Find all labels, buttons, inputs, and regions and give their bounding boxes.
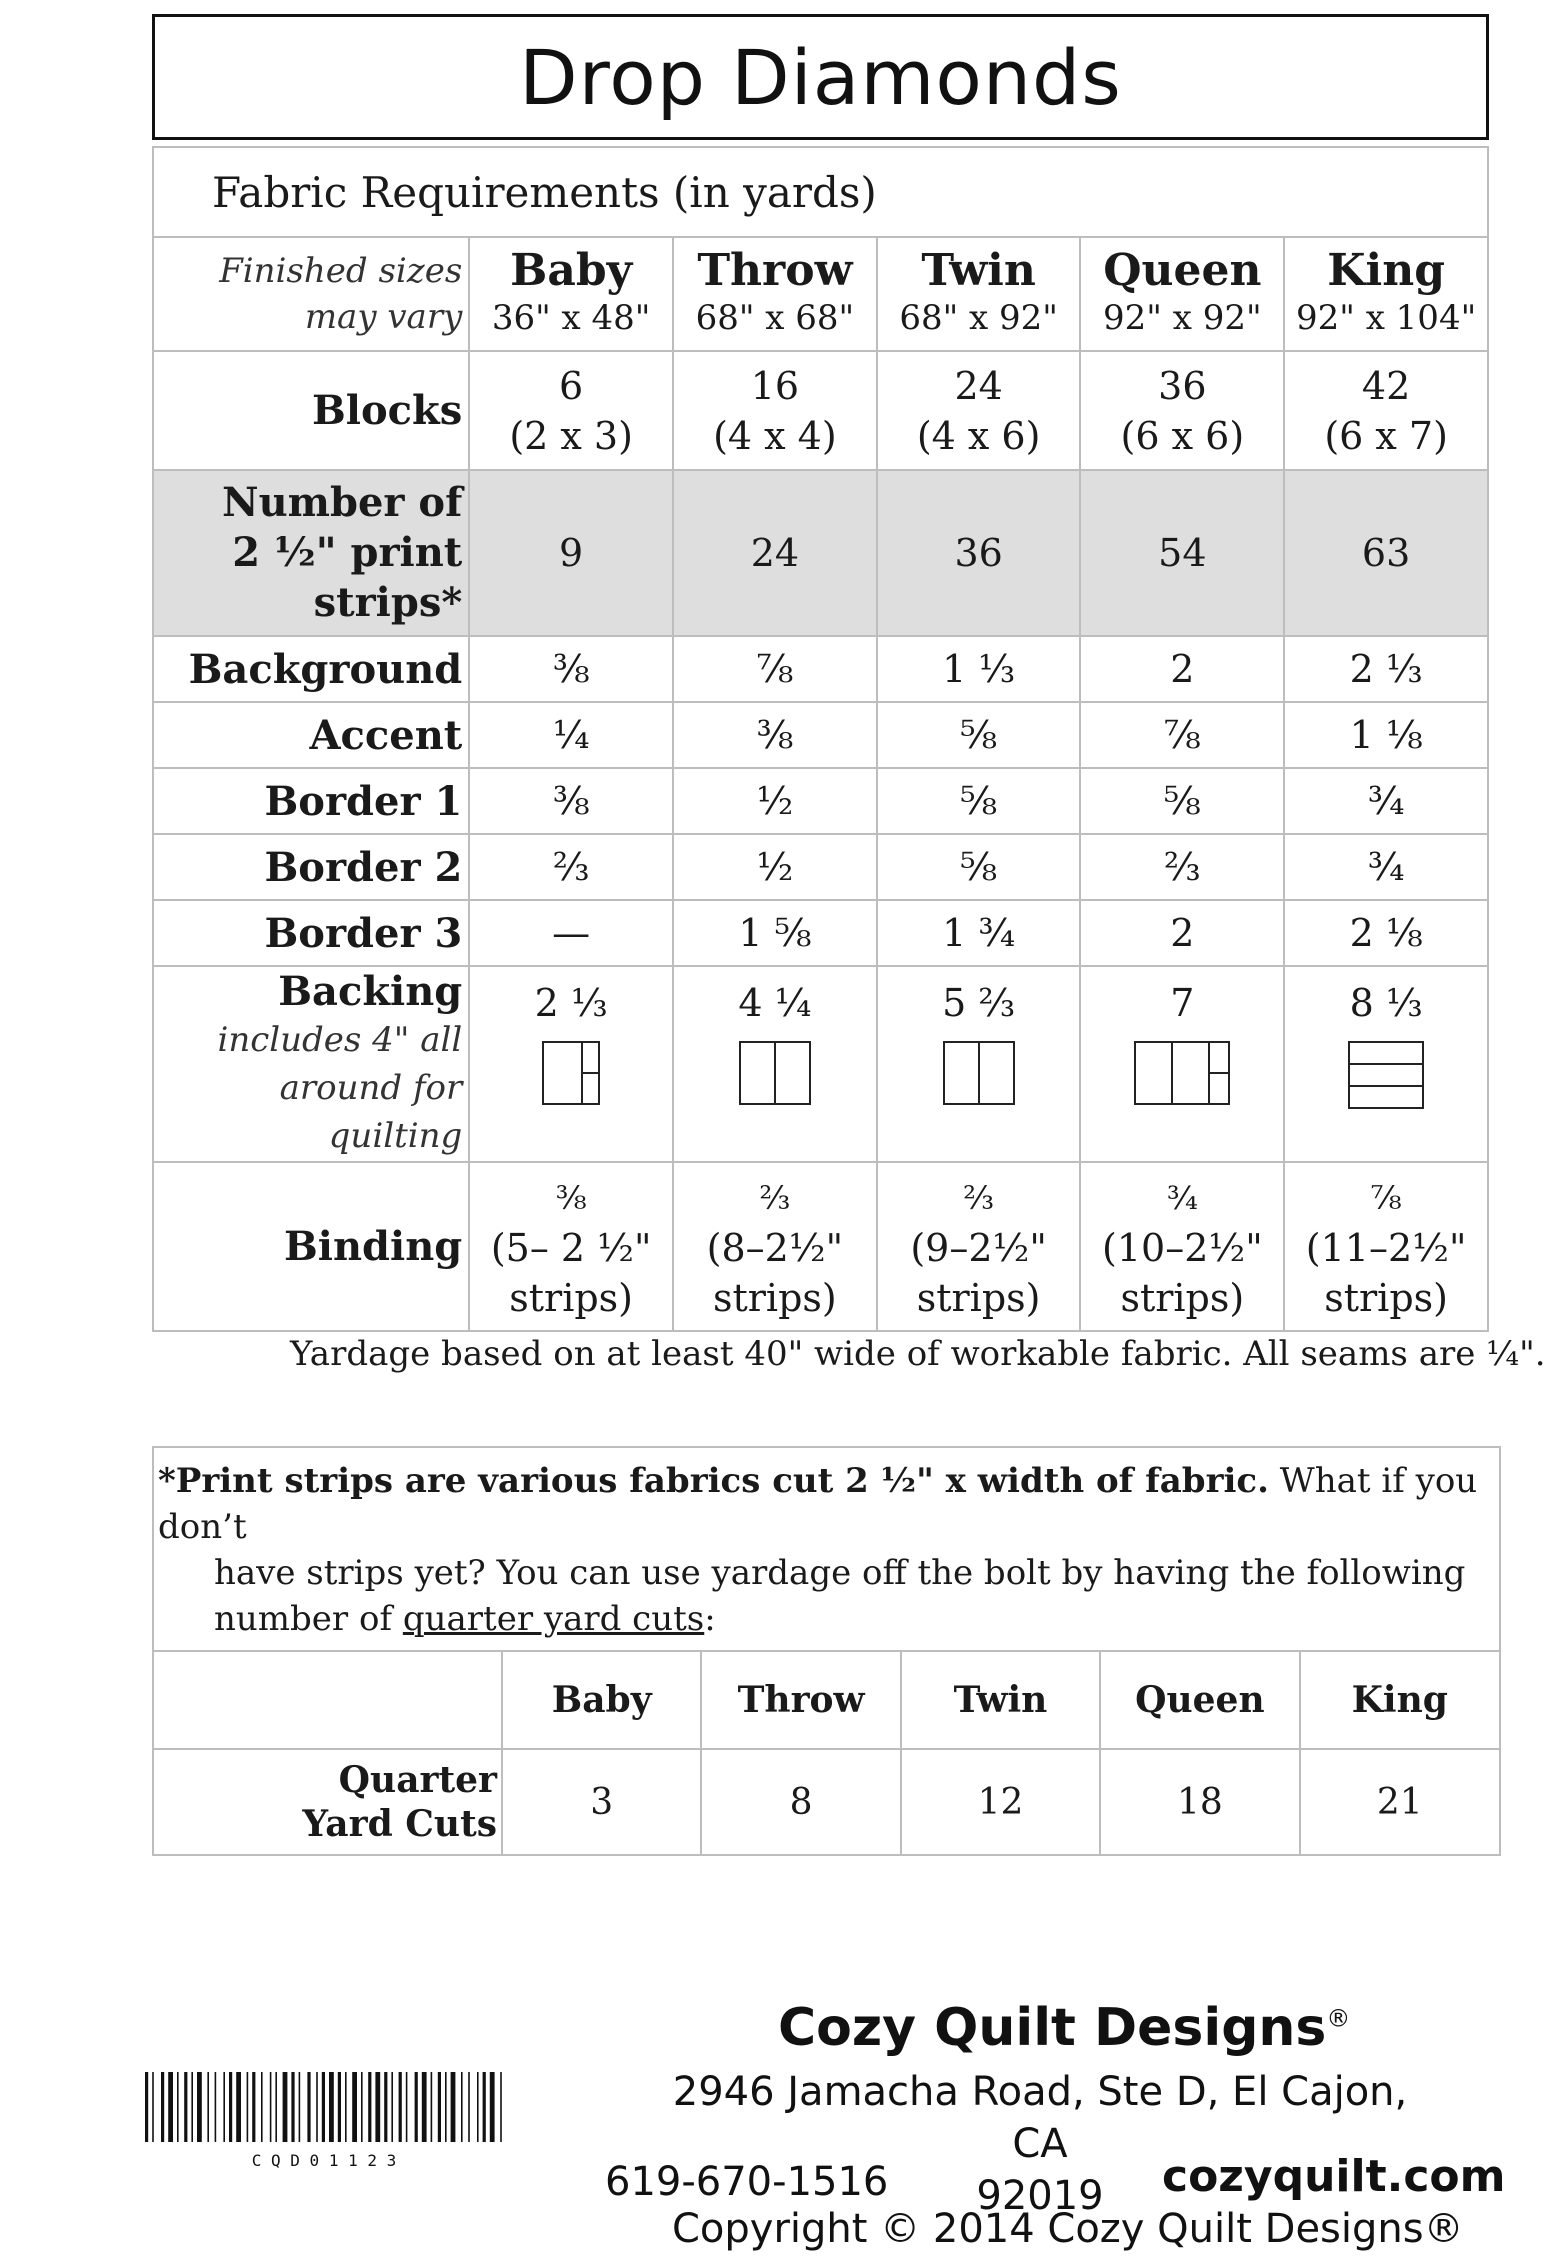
table-cell: 2 ⅛ — [1284, 900, 1488, 966]
table-cell: ⅜ — [673, 702, 877, 768]
table-cell: 12 — [901, 1749, 1100, 1854]
table-cell: 1 ⅓ — [877, 636, 1081, 702]
table-cell: 24 — [673, 470, 877, 636]
barcode-text: C Q D 0 1 1 2 3 — [251, 2151, 397, 2170]
table-cell: 36 (6 x 6) — [1080, 351, 1284, 470]
table-row — [153, 900, 1488, 966]
table-cell: 54 — [1080, 470, 1284, 636]
size-header-row — [153, 237, 1488, 351]
table-row — [153, 768, 1488, 834]
table-cell: 6 (2 x 3) — [469, 351, 673, 470]
table-header-row — [154, 1651, 1499, 1749]
table-cell: 1 ⅛ — [1284, 702, 1488, 768]
table-cell: 9 — [469, 470, 673, 636]
table-row — [153, 834, 1488, 900]
table-cell: 3 — [502, 1749, 701, 1854]
brand-name: Cozy Quilt Designs® — [778, 1998, 1351, 2058]
table-row — [153, 1162, 1488, 1331]
table-cell: ⅞ — [1080, 702, 1284, 768]
copyright: Copyright © 2014 Cozy Quilt Designs® — [672, 2206, 1464, 2252]
backing-layout-icon — [1348, 1041, 1424, 1109]
column-header: Baby — [502, 1651, 701, 1749]
table-row — [153, 966, 1488, 1162]
table-cell: 63 — [1284, 470, 1488, 636]
table-cell: 4 ¼ — [673, 966, 877, 1162]
row-label: Binding — [153, 1162, 469, 1331]
row-label: Quarter Yard Cuts — [154, 1749, 502, 1854]
table-cell: ⅜ — [469, 768, 673, 834]
table-cell: 2 — [1080, 900, 1284, 966]
quarter-yard-table — [154, 1650, 1499, 1854]
address: 2946 Jamacha Road, Ste D, El Cajon, CA 92019 — [672, 2069, 1408, 2219]
table-row — [154, 1749, 1499, 1854]
table-row — [153, 636, 1488, 702]
quarter-yard-section — [152, 1446, 1501, 1856]
table-cell: 8 ⅓ — [1284, 966, 1488, 1162]
table-cell: — — [469, 900, 673, 966]
table-cell: 8 — [701, 1749, 900, 1854]
table-cell: 18 — [1100, 1749, 1299, 1854]
empty-header-cell — [154, 1651, 502, 1749]
table-cell: ⅜ (5– 2 ½" strips) — [469, 1162, 673, 1331]
title-box — [152, 14, 1489, 140]
table-row — [153, 702, 1488, 768]
yardage-note: Yardage based on at least 40" wide of workable fabric. All seams are ¼". — [290, 1334, 1546, 1374]
table-cell: ⅞ — [673, 636, 877, 702]
table-cell: ⅜ — [469, 636, 673, 702]
table-cell: ⅝ — [1080, 768, 1284, 834]
table-caption: Fabric Requirements (in yards) — [153, 147, 1488, 237]
backing-layout-icon — [542, 1041, 600, 1105]
row-label: Backing includes 4" all around for quilting — [153, 966, 469, 1162]
row-label: Blocks — [153, 351, 469, 470]
size-header: Throw 68" x 68" — [673, 237, 877, 351]
table-cell: ⅝ — [877, 768, 1081, 834]
table-cell: ⅝ — [877, 834, 1081, 900]
table-cell: ⅔ (8–2½" strips) — [673, 1162, 877, 1331]
table-cell: 2 ⅓ — [1284, 636, 1488, 702]
size-header: King 92" x 104" — [1284, 237, 1488, 351]
phone-number: 619-670-1516 — [605, 2159, 889, 2205]
quarter-yard-cuts-term: quarter yard cuts — [402, 1599, 705, 1639]
table-cell: ½ — [673, 834, 877, 900]
table-cell: ⅞ (11–2½" strips) — [1284, 1162, 1488, 1331]
table-cell: 16 (4 x 4) — [673, 351, 877, 470]
table-cell: ⅝ — [877, 702, 1081, 768]
table-row — [153, 351, 1488, 470]
table-cell: 42 (6 x 7) — [1284, 351, 1488, 470]
table-cell: ⅔ (9–2½" strips) — [877, 1162, 1081, 1331]
table-cell: 7 — [1080, 966, 1284, 1162]
row-label: Accent — [153, 702, 469, 768]
size-header: Queen 92" x 92" — [1080, 237, 1284, 351]
barcode — [143, 2072, 505, 2170]
table-cell: ⅔ — [1080, 834, 1284, 900]
column-header: Throw — [701, 1651, 900, 1749]
table-cell: 21 — [1300, 1749, 1499, 1854]
table-cell: ½ — [673, 768, 877, 834]
table-row — [153, 470, 1488, 636]
column-header: Twin — [901, 1651, 1100, 1749]
column-header: King — [1300, 1651, 1499, 1749]
table-cell: 2 — [1080, 636, 1284, 702]
table-cell: ¾ (10–2½" strips) — [1080, 1162, 1284, 1331]
row-label: Number of 2 ½" print strips* — [153, 470, 469, 636]
row-label: Background — [153, 636, 469, 702]
backing-layout-icon — [1134, 1041, 1230, 1105]
table-cell: 36 — [877, 470, 1081, 636]
table-cell: 1 ¾ — [877, 900, 1081, 966]
fabric-requirements-table — [152, 146, 1489, 1332]
table-cell: ¼ — [469, 702, 673, 768]
row-label: Border 2 — [153, 834, 469, 900]
website-link[interactable]: cozyquilt.com — [1162, 2151, 1506, 2202]
table-cell: ¾ — [1284, 768, 1488, 834]
table-cell: 2 ⅓ — [469, 966, 673, 1162]
table-cell: ⅔ — [469, 834, 673, 900]
print-strips-note: *Print strips are various fabrics cut 2 ½" x width of fabric. What if you don’t have strips yet? You can use yardage off the bolt by having the following number of quarter yard cuts: — [158, 1461, 1478, 1639]
table-cell: 5 ⅔ — [877, 966, 1081, 1162]
table-cell: 24 (4 x 6) — [877, 351, 1081, 470]
page-title: Drop Diamonds — [519, 32, 1122, 122]
column-header: Queen — [1100, 1651, 1299, 1749]
header-note: Finished sizes may vary — [153, 237, 469, 351]
backing-layout-icon — [943, 1041, 1015, 1105]
table-cell: 1 ⅝ — [673, 900, 877, 966]
size-header: Twin 68" x 92" — [877, 237, 1081, 351]
size-header: Baby 36" x 48" — [469, 237, 673, 351]
table-cell: ¾ — [1284, 834, 1488, 900]
backing-layout-icon — [739, 1041, 811, 1105]
row-label: Border 1 — [153, 768, 469, 834]
row-label: Border 3 — [153, 900, 469, 966]
